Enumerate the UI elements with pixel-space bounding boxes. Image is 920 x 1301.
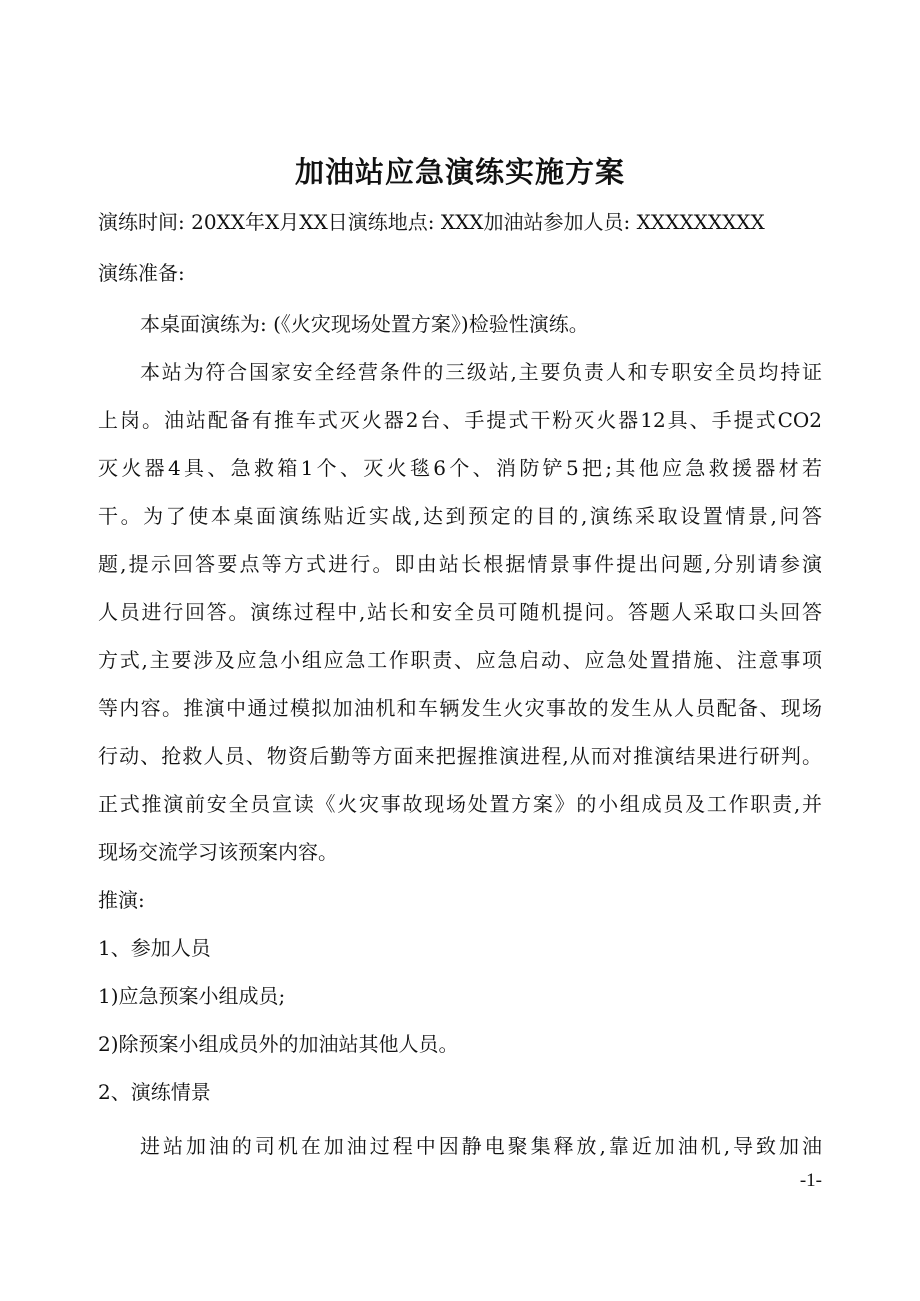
drill-heading: 推演: [98, 888, 145, 912]
intro-line: 本桌面演练为: (《火灾现场处置方案》)检验性演练。 [140, 312, 589, 336]
page-number: -1- [799, 1170, 822, 1191]
paragraph-line: 现场交流学习该预案内容。 [98, 840, 338, 864]
paragraph-line: 方式,主要涉及应急小组应急工作职责、应急启动、应急处置措施、注意事项 [98, 648, 822, 672]
paragraph-line: 题,提示回答要点等方式进行。即由站长根据情景事件提出问题,分别请参演 [98, 552, 822, 576]
paragraph-line: 人员进行回答。演练过程中,站长和安全员可随机提问。答题人采取口头回答 [98, 600, 822, 624]
section2-heading: 2、演练情景 [98, 1080, 211, 1104]
section2-text-line: 进站加油的司机在加油过程中因静电聚集释放,靠近加油机,导致加油 [140, 1134, 822, 1158]
paragraph-line: 灭火器4具、急救箱1个、灭火毯6个、消防铲5把;其他应急救援器材若 [98, 456, 822, 480]
drill-info-line: 演练时间: 20XX年X月XX日演练地点: XXX加油站参加人员: XXXXXXXXX [98, 210, 765, 234]
paragraph-line: 干。为了使本桌面演练贴近实战,达到预定的目的,演练采取设置情景,问答 [98, 504, 822, 528]
section1-item: 1)应急预案小组成员; [98, 984, 286, 1008]
document-title: 加油站应急演练实施方案 [294, 155, 625, 189]
paragraph-line: 等内容。推演中通过模拟加油机和车辆发生火灾事故的发生从人员配备、现场 [98, 696, 822, 720]
paragraph-line: 上岗。油站配备有推车式灭火器2台、手提式干粉灭火器12具、手提式CO2 [98, 408, 822, 432]
paragraph-line: 正式推演前安全员宣读《火灾事故现场处置方案》的小组成员及工作职责,并 [98, 792, 822, 816]
paragraph-line: 行动、抢救人员、物资后勤等方面来把握推演进程,从而对推演结果进行研判。 [98, 744, 822, 768]
paragraph-line: 本站为符合国家安全经营条件的三级站,主要负责人和专职安全员均持证 [140, 360, 822, 384]
section1-heading: 1、参加人员 [98, 936, 211, 960]
section1-item: 2)除预案小组成员外的加油站其他人员。 [98, 1032, 459, 1056]
prep-heading: 演练准备: [98, 261, 185, 285]
